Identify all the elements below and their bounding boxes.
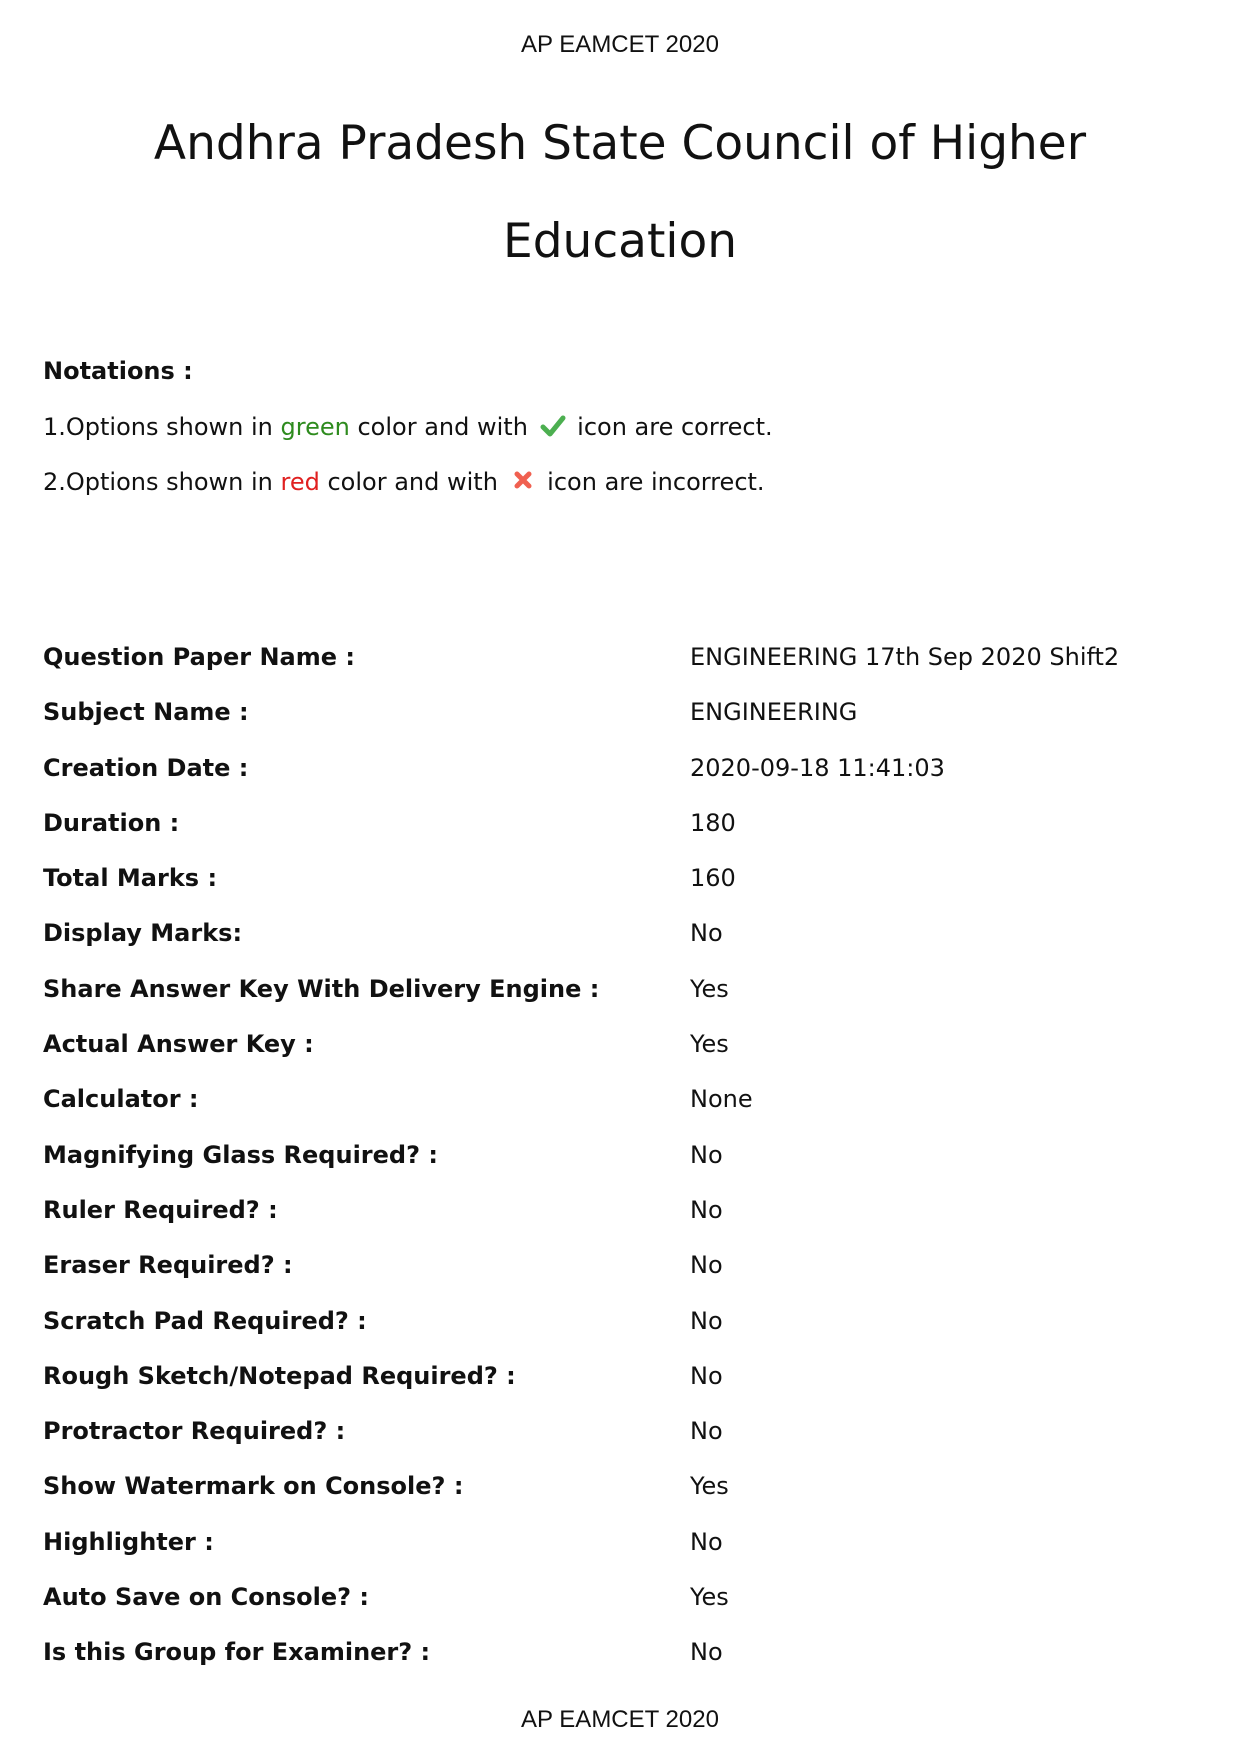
info-label: Actual Answer Key : — [43, 1030, 314, 1059]
notations-section — [43, 356, 1143, 497]
info-row — [43, 1301, 1193, 1356]
info-value: Yes — [690, 974, 729, 1003]
info-label: Subject Name : — [43, 698, 249, 727]
info-label: Total Marks : — [43, 864, 218, 893]
info-label: Ruler Required? : — [43, 1195, 278, 1224]
info-value: No — [690, 1251, 723, 1280]
notation-incorrect-middle: color and with — [319, 468, 506, 496]
info-value: No — [690, 1140, 723, 1169]
info-row — [43, 1245, 1193, 1300]
info-row — [43, 1356, 1193, 1411]
info-row — [43, 1577, 1193, 1632]
info-value: No — [690, 1361, 723, 1390]
notation-correct-suffix: icon are correct. — [569, 413, 773, 441]
paper-info-table — [43, 637, 1193, 1688]
info-row — [43, 637, 1193, 692]
info-label: Highlighter : — [43, 1527, 214, 1556]
notation-correct — [43, 412, 1143, 442]
info-row — [43, 1079, 1193, 1134]
check-icon — [540, 414, 566, 438]
info-value: Yes — [690, 1030, 729, 1059]
info-value: Yes — [690, 1583, 729, 1612]
info-row — [43, 748, 1193, 803]
info-row — [43, 913, 1193, 968]
notation-incorrect-prefix: 2.Options shown in — [43, 468, 281, 496]
info-row — [43, 1411, 1193, 1466]
info-label: Creation Date : — [43, 753, 249, 782]
info-label: Question Paper Name : — [43, 643, 355, 671]
info-row — [43, 969, 1193, 1024]
info-value: No — [690, 1638, 723, 1667]
info-label: Display Marks: — [43, 919, 243, 948]
info-label: Share Answer Key With Delivery Engine : — [43, 974, 600, 1003]
notation-correct-prefix: 1.Options shown in — [43, 413, 281, 441]
notation-green-word: green — [280, 413, 350, 441]
notation-incorrect — [43, 467, 1143, 497]
info-value: No — [690, 1306, 723, 1335]
info-value: None — [690, 1085, 753, 1114]
info-row — [43, 1466, 1193, 1521]
info-row — [43, 1190, 1193, 1245]
title-line-2: Education — [503, 214, 737, 269]
page-title — [100, 95, 1140, 291]
info-label: Eraser Required? : — [43, 1251, 293, 1280]
info-label: Rough Sketch/Notepad Required? : — [43, 1361, 516, 1390]
info-label: Scratch Pad Required? : — [43, 1306, 367, 1335]
notations-heading: Notations : — [43, 357, 193, 385]
notation-incorrect-suffix: icon are incorrect. — [539, 468, 765, 496]
info-label: Duration : — [43, 808, 180, 837]
info-value: No — [690, 919, 723, 948]
info-label: Magnifying Glass Required? : — [43, 1140, 438, 1169]
info-value: Yes — [690, 1472, 729, 1501]
info-label: Is this Group for Examiner? : — [43, 1638, 431, 1667]
info-value: No — [690, 1195, 723, 1224]
info-row — [43, 858, 1193, 913]
info-value: ENGINEERING 17th Sep 2020 Shift2 — [690, 643, 1120, 671]
info-row — [43, 1522, 1193, 1577]
info-row — [43, 1135, 1193, 1190]
info-value: No — [690, 1527, 723, 1556]
info-label: Calculator : — [43, 1085, 199, 1114]
info-value: ENGINEERING — [690, 698, 858, 727]
page-footer: AP EAMCET 2020 — [521, 1706, 719, 1733]
info-row — [43, 803, 1193, 858]
page-header: AP EAMCET 2020 — [521, 31, 719, 58]
info-value: No — [690, 1417, 723, 1446]
info-label: Show Watermark on Console? : — [43, 1472, 464, 1501]
info-label: Auto Save on Console? : — [43, 1583, 370, 1612]
info-label: Protractor Required? : — [43, 1417, 346, 1446]
notation-correct-middle: color and with — [349, 413, 536, 441]
notation-red-word: red — [280, 468, 320, 496]
info-value: 180 — [690, 808, 736, 837]
info-row — [43, 692, 1193, 747]
title-line-1: Andhra Pradesh State Council of Higher — [153, 116, 1087, 171]
info-value: 160 — [690, 864, 736, 893]
info-value: 2020-09-18 11:41:03 — [690, 753, 945, 782]
info-row — [43, 1024, 1193, 1079]
info-row — [43, 1632, 1193, 1687]
cross-icon — [510, 469, 536, 493]
